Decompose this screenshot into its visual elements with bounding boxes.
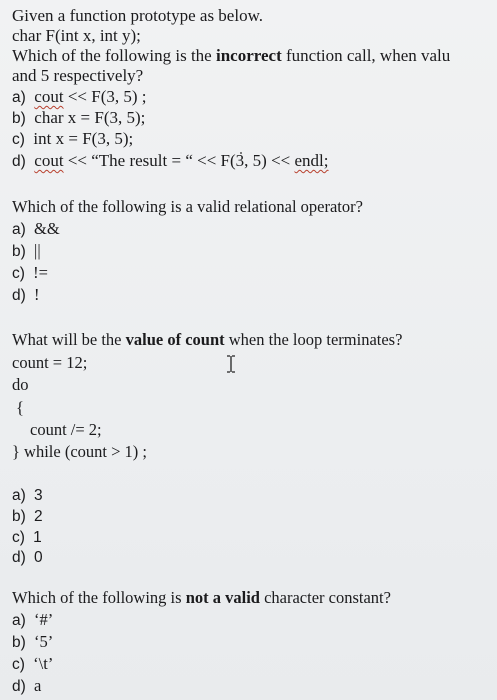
q4-question: Which of the following is not a valid character constant?: [12, 588, 391, 607]
q2-option-b[interactable]: b) ||: [12, 241, 41, 260]
q4-option-a[interactable]: a) ‘#’: [12, 610, 54, 629]
q3-code-line2: do: [12, 375, 29, 394]
q3-option-a[interactable]: a) 3: [12, 487, 43, 504]
q1-option-c[interactable]: c) int x = F(3, 5);: [12, 129, 134, 148]
q3-option-d[interactable]: d) 0: [12, 549, 43, 566]
q4-option-d[interactable]: d) a: [12, 676, 42, 695]
q1-option-b[interactable]: b) char x = F(3, 5);: [12, 108, 146, 127]
q2-option-d[interactable]: d) !: [12, 285, 40, 304]
q3-code-line3: {: [16, 398, 24, 417]
q3-option-c[interactable]: c) 1: [12, 529, 42, 546]
q1-line1: Given a function prototype as below.: [12, 6, 263, 25]
q4-option-b[interactable]: b) ‘5’: [12, 632, 54, 651]
q3-code-line1: count = 12;: [12, 353, 88, 372]
q3-question: What will be the value of count when the loop terminates?: [12, 330, 403, 349]
q3-code-line4: count /= 2;: [30, 420, 102, 439]
text-cursor-icon: [226, 355, 236, 373]
q2-question: Which of the following is a valid relational operator?: [12, 197, 363, 216]
q3-option-b[interactable]: b) 2: [12, 508, 43, 525]
q1-prototype: char F(int x, int y);: [12, 26, 141, 45]
q2-option-c[interactable]: c) !=: [12, 263, 48, 282]
q1-line4: and 5 respectively?: [12, 66, 144, 85]
q1-option-d[interactable]: d) cout << “The result = “ << F(3, 5) << endl;: [12, 151, 329, 170]
q3-code-line5: } while (count > 1) ;: [12, 442, 147, 461]
q4-option-c[interactable]: c) ‘\t’: [12, 654, 54, 673]
q2-option-a[interactable]: a) &&: [12, 219, 60, 238]
q1-question: Which of the following is the incorrect function call, when valu: [12, 46, 451, 65]
q1-option-a[interactable]: a) cout << F(3, 5) ;: [12, 87, 147, 106]
